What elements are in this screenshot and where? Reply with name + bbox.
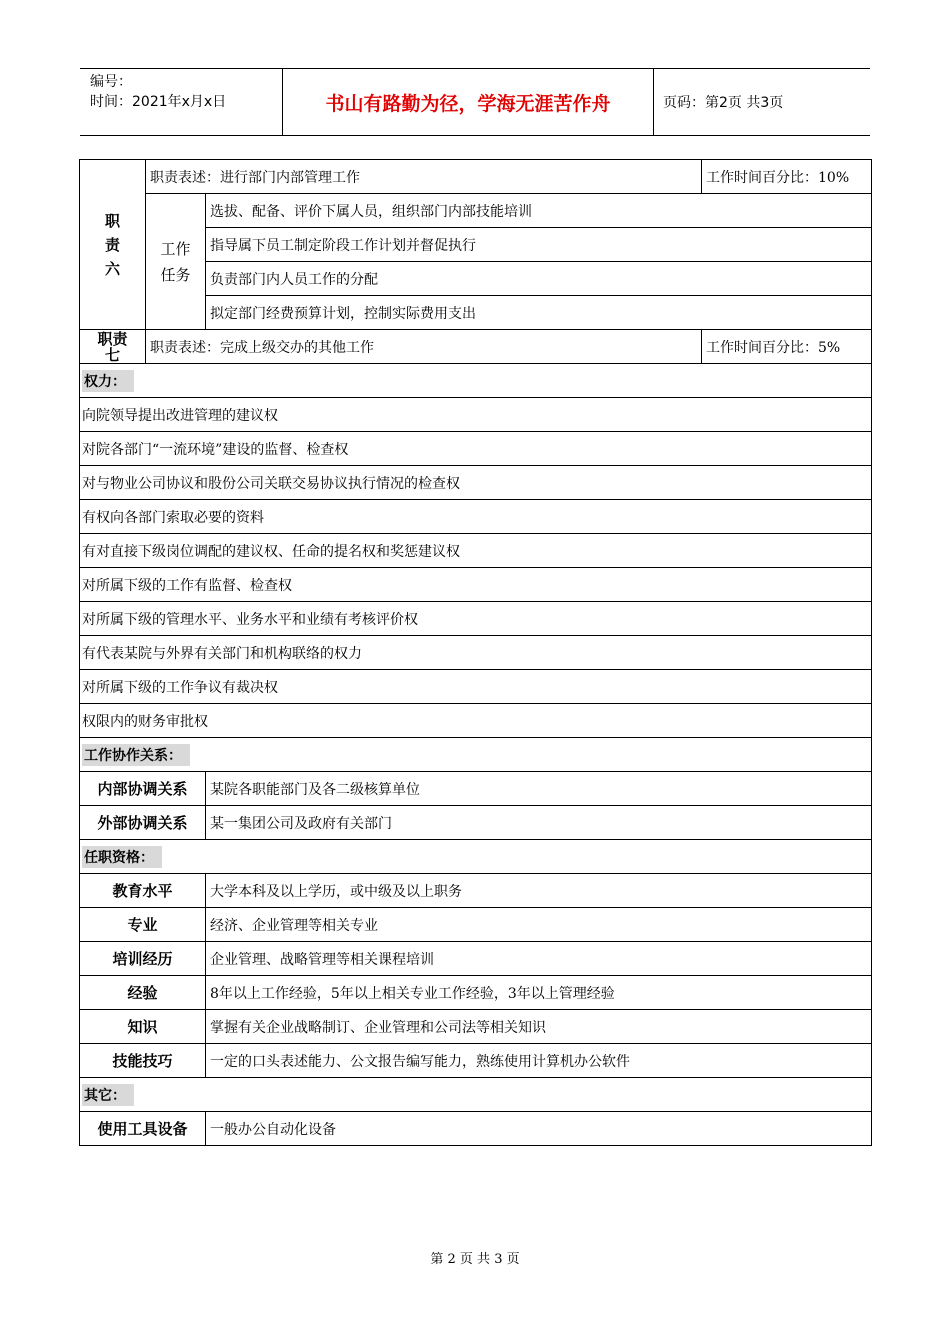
power-item: 有代表某院与外界有关部门和机构联络的权力 <box>80 636 872 670</box>
qualification-value: 经济、企业管理等相关专业 <box>206 908 872 942</box>
duty7-desc: 职责表述：完成上级交办的其他工作 <box>146 330 702 364</box>
power-row <box>80 568 872 602</box>
duty6-label: 职 责 六 <box>80 160 146 330</box>
header-motto: 书山有路勤为径，学海无涯苦作舟 <box>283 69 654 135</box>
power-item: 有对直接下级岗位调配的建议权、任命的提名权和奖惩建议权 <box>80 534 872 568</box>
date-label: 时间：2021年x月x日 <box>90 94 227 110</box>
other-title: 其它： <box>82 1084 134 1106</box>
external-relation-label: 外部协调关系 <box>80 806 206 840</box>
qualification-row <box>80 908 872 942</box>
power-row <box>80 534 872 568</box>
qualification-label: 培训经历 <box>80 942 206 976</box>
power-item: 向院领导提出改进管理的建议权 <box>80 398 872 432</box>
duty6-task-item: 指导属下员工制定阶段工作计划并督促执行 <box>206 228 872 262</box>
qualification-label: 经验 <box>80 976 206 1010</box>
internal-relation-value: 某院各职能部门及各二级核算单位 <box>206 772 872 806</box>
duty7-row <box>80 330 872 364</box>
power-item: 对院各部门“一流环境”建设的监督、检查权 <box>80 432 872 466</box>
tools-label: 使用工具设备 <box>80 1112 206 1146</box>
power-item: 对所属下级的工作有监督、检查权 <box>80 568 872 602</box>
power-row <box>80 704 872 738</box>
qualification-row <box>80 1044 872 1078</box>
duty6-task-item: 负责部门内人员工作的分配 <box>206 262 872 296</box>
serial-label: 编号： <box>90 74 132 90</box>
duty6-desc: 职责表述：进行部门内部管理工作 <box>146 160 702 194</box>
qualification-value: 8年以上工作经验，5年以上相关专业工作经验，3年以上管理经验 <box>206 976 872 1010</box>
qualification-value: 掌握有关企业战略制订、企业管理和公司法等相关知识 <box>206 1010 872 1044</box>
qualification-row <box>80 976 872 1010</box>
job-description-table <box>79 159 872 1146</box>
internal-relation-label: 内部协调关系 <box>80 772 206 806</box>
power-item: 对所属下级的工作争议有裁决权 <box>80 670 872 704</box>
relations-title: 工作协作关系： <box>82 744 190 766</box>
internal-relation-row <box>80 772 872 806</box>
qualification-label: 技能技巧 <box>80 1044 206 1078</box>
duty6-desc-row <box>80 160 872 194</box>
page-footer: 第 2 页 共 3 页 <box>430 1252 520 1267</box>
powers-section-header <box>80 364 872 398</box>
qualification-label: 知识 <box>80 1010 206 1044</box>
power-item: 权限内的财务审批权 <box>80 704 872 738</box>
power-item: 对所属下级的管理水平、业务水平和业绩有考核评价权 <box>80 602 872 636</box>
power-item: 对与物业公司协议和股份公司关联交易协议执行情况的检查权 <box>80 466 872 500</box>
qualifications-section-header <box>80 840 872 874</box>
duty6-task-row <box>80 194 872 228</box>
other-section-header <box>80 1078 872 1112</box>
duty7-label: 职责 七 <box>80 330 146 364</box>
duty6-task-label: 工作 任务 <box>146 194 206 330</box>
relations-section-header <box>80 738 872 772</box>
qualification-value: 企业管理、战略管理等相关课程培训 <box>206 942 872 976</box>
header-page-info: 页码：第2页 共3页 <box>663 95 784 111</box>
power-row <box>80 636 872 670</box>
duty6-time: 工作时间百分比：10% <box>702 160 872 194</box>
header-meta <box>80 69 283 135</box>
external-relation-value: 某一集团公司及政府有关部门 <box>206 806 872 840</box>
page-header <box>80 68 870 136</box>
power-item: 有权向各部门索取必要的资料 <box>80 500 872 534</box>
qualification-row <box>80 1010 872 1044</box>
power-row <box>80 500 872 534</box>
qualifications-title: 任职资格： <box>82 846 162 868</box>
qualification-label: 教育水平 <box>80 874 206 908</box>
qualification-value: 大学本科及以上学历，或中级及以上职务 <box>206 874 872 908</box>
tools-row <box>80 1112 872 1146</box>
power-row <box>80 432 872 466</box>
power-row <box>80 670 872 704</box>
qualification-row <box>80 942 872 976</box>
powers-title: 权力： <box>82 370 134 392</box>
duty6-task-item: 选拔、配备、评价下属人员，组织部门内部技能培训 <box>206 194 872 228</box>
qualification-value: 一定的口头表述能力、公文报告编写能力，熟练使用计算机办公软件 <box>206 1044 872 1078</box>
qualification-row <box>80 874 872 908</box>
power-row <box>80 398 872 432</box>
duty7-time: 工作时间百分比：5% <box>702 330 872 364</box>
power-row <box>80 602 872 636</box>
external-relation-row <box>80 806 872 840</box>
tools-value: 一般办公自动化设备 <box>206 1112 872 1146</box>
duty6-task-item: 拟定部门经费预算计划，控制实际费用支出 <box>206 296 872 330</box>
qualification-label: 专业 <box>80 908 206 942</box>
power-row <box>80 466 872 500</box>
